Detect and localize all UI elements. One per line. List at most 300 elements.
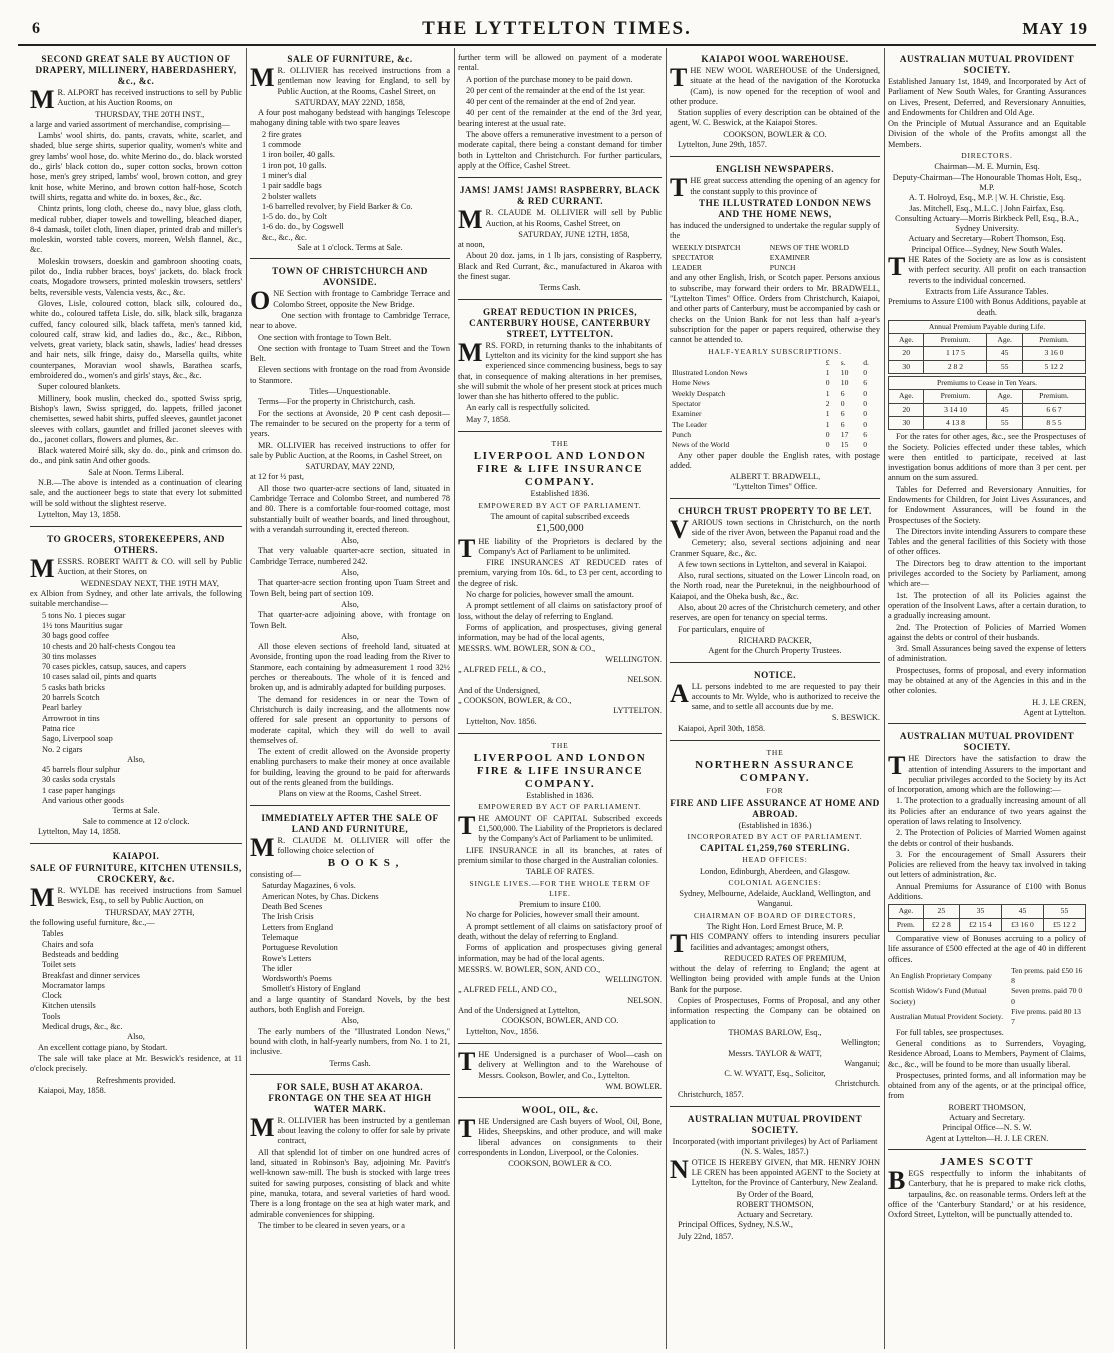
list-item: „ COOKSON, BOWLER, & CO., [458,695,572,705]
list-item: WELLINGTON. [605,975,662,985]
column-header: s. [840,357,846,367]
ad-heading: TO GROCERS, STOREKEEPERS, AND OTHERS. [47,534,225,556]
column-4 [670,50,880,1347]
director: Consulting Actuary—Morris Birkbeck Pell, Esq., B.A., Sydney University. [895,213,1079,234]
ad-lead: M R. CLAUDE M. OLLIVIER will offer the following choice selection of [250,832,450,862]
premium-table-ten-years [888,376,1086,430]
ad-text: About 20 doz. jams, in 1 lb jars, consisting of Raspberry, Black and Red Currant, &c., manufactured in Akaroa with the finest sugar. [458,251,662,282]
list-item: C. W. WYATT, Esq., Solicitor, [724,1069,826,1079]
ad-terms: Sale at 1 o'clock. Terms at Sale. [297,243,403,253]
ad-heading: TOWN OF CHRISTCHURCH AND AVONSIDE. [272,266,428,288]
table-row: Home News 0 10 6 [672,378,867,388]
list-item: American Notes, by Chas. Dickens [262,891,379,901]
ad-heading: LIVERPOOL AND LONDON FIRE & LIFE INSURANCE COMPANY. [473,450,647,489]
ad-subheading: FIRE AND LIFE ASSURANCE AT HOME AND ABROAD. [670,797,880,819]
ad-lead: ALL persons indebted to me are requested to pay their accounts to Mr. Wylde, who is authorized to receive the same, and to settle all accounts due by me. [670,678,880,712]
ad-lead: M R. ALPORT has received instructions to sell by Public Auction, at his Auction Rooms, on [30,85,242,114]
ad-lead: VARIOUS town sections in Christchurch, on the north side of the river Avon, between the Papanui road and the Cemetery; also, several sections adjoining and near Cranmer Square, &c., &c. [670,514,880,558]
list-item: COOKSON, BOWLER, AND CO. [501,1016,619,1026]
list-item: &c., &c., &c. [262,232,307,242]
list-item: Gloves, Lisle, coloured cotton, black silk, coloured do., white do., coloured taffeta Lisle, do. silk, black silk, braganza cuffed, fancy coloured silk, black taffeta, men's tanned kid, coloured calf, straw kid, and ladies do., &c., &c., Ribbon, velvets, great variety, black satin, shawls, ladies' head dresses and hair nets, silk fringe, daisy do., Marsella quilts, white counterpanes, Moravian wool shawls, Barathea scarfs, embroidered do., women's and girls' stays, &c., &c. [30,298,242,381]
ad-text: The sale will take place at Mr. Beswick's residence, at 11 o'clock precisely. [30,1053,242,1074]
ad-books [250,809,450,1075]
masthead [18,10,1096,46]
ad-text: has induced the undersigned to undertake the regular supply of the [670,220,880,241]
ad-text: 2nd. The Protection of Policies of Married Women against the debts or control of their husbands. [888,622,1086,642]
ad-james-scott [888,1153,1086,1226]
ad-text: A four post mahogany bedstead with hangings Telescope mahogany dining table with two spare leaves [250,108,450,128]
list-item: 1-6 barrelled revolver, by Field Barker & Co. [262,201,413,211]
table-row: 30 4 13 8 55 8 5 5 [889,416,1086,429]
ad-established: Established 1836. [530,489,590,499]
ad-english-newspapers [670,160,880,498]
list-item: 30 casks soda crystals [42,775,116,785]
ad-text: That quarter-acre adjoining above, with frontage on Town Belt. [250,610,450,630]
goods-list [30,929,242,1032]
list-item: 1 iron pot, 10 galls. [262,160,327,170]
list-item: 70 cases pickles, catsup, sauces, and capers [42,662,186,672]
ad-text: For the rates for other ages, &c., see the Prospectuses of the Society. Policies effected under these tables, which were then entitled to participate, received at last investigation bonus additions of more than 3 per cent. per annum on the sum assured. [888,432,1086,483]
ad-lead: NOTICE IS HEREBY GIVEN, that MR. HENRY JOHN LE CREN has been appointed AGENT to the Society at Lyttelton, for the Province of Canterbury, New Zealand. [670,1154,880,1188]
column-3 [458,50,662,1347]
ad-time: Sale to commence at 12 o'clock. [82,816,190,826]
ad-signature: Agent at Lyttelton. [1023,707,1086,717]
ad-amp-privileges [888,727,1086,1150]
director: A. T. Holroyd, Esq., M.P. | W. H. Christie, Esq. [908,193,1066,203]
list-item: Tools [42,1011,61,1021]
ad-text: consisting of— [250,870,301,880]
ad-heading: IMMEDIATELY AFTER THE SALE OF LAND AND FURNITURE, [261,812,439,834]
premium-table-annual [888,320,1086,374]
list-item: Sago, Liverpool soap [42,734,113,744]
table-row: Weekly Despatch 1 6 0 [672,388,867,398]
list-item: Lambs' wool shirts, do. pants, cravats, white, scarlet, and shaded, blue serge shirts, superior quality, women's white and grey lambs' wool hose, do. white Merino do., do. black worsted do., girls' black cotton do., super cotton socks, brown cotton hose, men's grey striped, lambs' wool, brown cotton, and grey knit hose, white Merino, and brown cotton half-hose, Scotch twill shirts, regatta and white do. in boxes, &c., &c. [30,131,242,202]
page-number: 6 [32,20,40,37]
ad-heading: AUSTRALIAN MUTUAL PROVIDENT SOCIETY. [899,731,1075,753]
list-item: 1½ tons Mauritius sugar [42,620,123,630]
ad-text: 2. The Protection of Policies of Married Women against the debts or control of their husbands. [888,828,1086,848]
ad-drapery-auction [30,50,242,527]
ad-date: THURSDAY, MAY 27TH, [105,907,195,917]
ad-text: The Directors beg to draw attention to the important privileges accorded to the Society by Parliament, among which are— [888,558,1086,589]
ad-text: MR. OLLIVIER has received instructions to offer for sale by Public Auction, at the Rooms, in Cashel Street, on [250,440,450,460]
ad-date: May 7, 1858. [466,414,511,424]
ad-text: Any other paper double the English rates, with postage added. [670,450,880,470]
list-item: And of the Undersigned, [458,685,541,695]
ad-lead: MRS. FORD, in returning thanks to the inhabitants of Lyttelton and its vicinity for the kind support she has experienced since commencing business, begs to say that, in consequence of making alterations in her premises, she will submit the whole of her present stock at prices much lower than she has hitherto offered to the public. [458,337,662,402]
ad-signature: COOKSON, BOWLER & CO. [723,129,827,139]
ad-text: Tables for Deferred and Reversionary Annuities, for Endowments for Children, for Joint Lives Assurances, and for Endowment Assurances, will be found in the Prospectuses of the Society. [888,484,1086,525]
ad-signature: "Lyttelton Times" Office. [732,482,818,492]
ad-lead: THE AMOUNT OF CAPITAL Subscribed exceeds £1,500,000. The Liability of the Proprietors is declared by the Company's Act of Parliament to be unlimited. [458,810,662,844]
list-item: Chintz prints, long cloth, cheese do., navy blue, glass cloth, medical rubber, diaper towels and towelling, bleached diaper, 8-4 damask, toilet cloth, linen diaper, printed drab and miller's moleskin, worsted table covers, moreen, Welsh flannel, &c., &c. [30,204,242,255]
list-item: Arrowroot in tins [42,713,100,723]
ad-text: Annual Premiums for Assurance of £100 with Bonus Additions. [888,881,1086,902]
ad-lead: THE Rates of the Society are as low as is consistent with perfect security. All profit on each transaction reverts to the individual concerned. [888,252,1086,285]
ad-signature: COOKSON, BOWLER & CO. [508,1159,612,1169]
list-item: The Irish Crisis [262,912,314,922]
ad-date: Lyttelton, Nov. 1856. [466,716,537,726]
ad-signature: Actuary and Secretary. [949,1113,1025,1123]
list-item: MESSRS. W. BOWLER, SON, AND CO., [458,964,601,974]
list-item: WELLINGTON. [605,654,662,664]
table-row: An English Proprietary Company Ten prems. paid £50 16 8 [890,965,1083,986]
ad-text: Principal Office—N. S. W. [942,1123,1032,1133]
list-item: THOMAS BARLOW, Esq., [728,1027,822,1037]
ad-subheading: CHAIRMAN OF BOARD OF DIRECTORS, [694,910,856,920]
ad-text: 1st. The protection of all its Policies against the operation of the Insolvent Laws, after a certain duration, to a gradually increasing amount. [888,590,1086,621]
list-item: 1 commode [262,140,301,150]
ad-heading: ENGLISH NEWSPAPERS. [715,164,835,175]
ad-grocers-auction [30,530,242,844]
list-item: SPECTATOR [672,252,714,262]
ad-lead: THE great success attending the opening of an agency for the constant supply to this province of [670,173,880,203]
ad-heading: JAMES SCOTT [940,1155,1034,1168]
table-header: Age. Premium. Age. Premium. [889,334,1086,347]
ad-time: at noon, [458,240,485,250]
list-item: NELSON. [627,995,662,1005]
list-item: Clock [42,991,62,1001]
ad-date: Kaiapoi, April 30th, 1858. [678,723,766,733]
ad-lead: MESSRS. ROBERT WAITT & CO. will sell by Public Auction, at their Stores, on [30,554,242,584]
column-rule [884,48,885,1349]
ad-akaroa-continued [458,50,662,178]
ad-heading: FOR SALE, BUSH AT AKAROA. FRONTAGE ON THE SEA AT HIGH WATER MARK. [268,1081,432,1114]
ad-text: A prompt settlement of all claims on satisfactory proof of loss, without the delay of referring to England. [458,601,662,621]
list-item: Wanganui; [844,1058,880,1068]
ad-text: Forms of application and prospectuses giving general information, may be had of the local agents. [458,943,662,963]
ad-signature: RICHARD PACKER, [738,635,812,645]
ad-text: By Order of the Board, [736,1189,814,1199]
ad-empowered: EMPOWERED BY ACT OF PARLIAMENT. [478,500,642,510]
ad-time: at 12 for ½ past, [250,472,304,482]
ad-text: The Right Hon. Lord Ernest Bruce, M. P. [706,922,844,931]
ad-subheading: TABLE OF RATES. [525,867,595,877]
list-item: „ ALFRED FELL, AND CO., [458,985,557,995]
ad-signature: WM. BOWLER. [605,1081,662,1091]
ad-also: Also, [127,1032,145,1042]
ad-text: The demand for residences in or near the Town of Christchurch is daily increasing, and the allotments now offered for sale present an opportunity to persons of moderate capital, which they will do well to avail themselves of. [250,694,450,745]
ad-the: THE [551,439,569,449]
ad-lead: THE Undersigned are Cash buyers of Wool, Oil, Bone, Hides, Sheepskins, and other produce, and will make liberal advances on consignments to their correspondents in London, Liverpool, or the Colonies. [458,1114,662,1158]
ad-text: Prospectuses, forms of proposal, and every information may be obtained at any of the Agencies in this and in the other colonies. [888,665,1086,696]
ad-text: and any other English, Irish, or Scotch paper. Persons anxious to subscribe, may forward their orders to Mr. BRADWELL, "Lyttelton Times" Office. Orders from Christchurch, Kaiapoi, and other parts of Canterbury, must be accompanied by cash or checks on the Union Bank for not less than half a-year's subscription for the paper or papers required, otherwise they cannot be attended to. [670,273,880,345]
ad-signature: ROBERT THOMSON, [948,1102,1026,1112]
ad-text: N.B.—The above is intended as a continuation of clearing sale, and the auctioneer begs to state that every lot submitted will be sold without the slightest reserve. [30,477,242,508]
ad-subheading: B O O K S , [327,857,400,870]
ad-text: One section with frontage to Tuam Street and the Town Belt. [250,343,450,364]
ad-heading: AUSTRALIAN MUTUAL PROVIDENT SOCIETY. [687,1114,863,1136]
list-item: EXAMINER [769,252,810,262]
list-item: 1 pair saddle bags [262,181,322,191]
book-list [250,881,450,994]
ad-established: Established in 1836. [526,791,594,801]
ad-text: No charge for policies, however small the amount. [466,589,634,599]
list-item: 2 fire grates [262,129,302,139]
ad-heading: SECOND GREAT SALE BY AUCTION OF DRAPERY, MILLINERY, HABERDASHERY, &c., &c. [35,54,237,86]
ad-text: 1. The protection to a gradually increasing amount of all its Policies after an endurance of two years against the operation of laws relating to Insolvency. [888,796,1086,826]
ad-lead: THE liability of the Proprietors is declared by the Company's Act of Parliament to be unlimited. [458,533,662,563]
ad-text: the following useful furniture, &c.,— [30,918,155,928]
ad-text: Prospectuses, printed forms, and all information may be obtained from any of the agents, or at the principal office, from [888,1070,1086,1101]
column-header: £ [825,357,830,367]
ad-heading: NORTHERN ASSURANCE COMPANY. [695,759,855,785]
column-header: d. [863,357,869,367]
ad-text: Copies of Prospectuses, Forms of Proposal, and any other information respecting the Company can be obtained on application to [670,996,880,1026]
list-item: 30 bags good coffee [42,631,109,641]
list-item: LEADER [672,263,702,273]
ad-text: All that splendid lot of timber on one hundred acres of land, situated in Robinson's Bay, adjoining Mr. Pavitt's well-known saw-mill. The bush is stocked with large trees suited for sawing purposes, consisting of black and white pine, manuka, totara, and several varieties of hard wood. There is a long frontage on the sea at high water mark, and admirable conveniences for shipping. [250,1147,450,1219]
goods-list [30,131,242,467]
list-item: 1 miner's dial [262,170,307,180]
ad-also: Also, [341,599,359,609]
ad-date: WEDNESDAY NEXT, THE 19TH MAY, [80,578,219,588]
ad-also: Also, [341,1016,359,1026]
issue-date: MAY 19 [1022,19,1088,38]
ad-text: One section with frontage to Cambridge Terrace, near to above. [250,310,450,331]
ad-lead: THE Directors have the satisfaction to draw the attention of intending Assurers to the important and peculiar privileges accorded to the Society by its Act of Incorporation, among which are the following:— [888,751,1086,795]
ad-liverpool-life [458,737,662,1044]
ad-subheading: REDUCED RATES OF PREMIUM, [724,953,847,963]
ad-text: The amount of capital subscribed exceeds [490,511,630,521]
ad-text: Eleven sections with frontage on the road from Avonside to Stanmore. [250,365,450,385]
ad-terms: Terms at Sale. [112,806,160,816]
ad-for: FOR [766,786,784,796]
ad-amp-society [888,50,1086,724]
list-item: Christchurch. [835,1079,880,1089]
ad-text: The extent of credit allowed on the Avonside property enabling purchasers to make their money at once available for building, leaving the ground to be paid for afterwards out of the rents gleaned from the buildings. [250,747,450,787]
ad-text: All those two quarter-acre sections of land, situated in Cambridge Terrace and Colombo Street, and numbered 78 and 80. There is a comfortable four-roomed cottage, most substantially built of weather boards, and lined throughout, with a verandah surrounding it, erected thereon. [250,483,450,534]
list-item: Wellington; [841,1038,880,1048]
ad-also: Also, [341,568,359,578]
list-item: WEEKLY DISPATCH [672,242,741,252]
list-item: Letters from England [262,922,333,932]
list-item: And of the Undersigned at Lyttelton, [458,1006,581,1016]
ad-kaiapoi-wool [670,50,880,157]
table-row: Examiner 1 6 0 [672,409,867,419]
ad-text: Premium to insure £100. [518,900,602,910]
ad-jams [458,181,662,299]
ad-text: That quarter-acre section fronting upon Tuam Street and Town Belt, being part of section 109. [250,578,450,598]
ad-text: Extracts from Life Assurance Tables. [925,286,1049,296]
table-row: Punch 0 17 6 [672,429,867,439]
table-row: Prem. £2 2 8 £2 15 4 £3 16 0 £5 12 2 [889,918,1086,931]
ad-lead: THE Undersigned is a purchaser of Wool—cash on delivery at Wellington and to the Warehouse of Messrs. Cookson, Bowler, and Co., Lyttelton. [458,1046,662,1080]
ad-text: Refreshments provided. [96,1075,176,1085]
ad-text: ex Albion from Sydney, and other late arrivals, the following suitable merchandise— [30,589,242,609]
list-item: Moleskin trowsers, doeskin and gambroon shooting coats, pilot do., India rubber braces, boys' jackets, do. black frock coats, Mogadore trowsers, printed moleskin trowsers, settlers' belts, reversible vests, Valencia vests, &c., &c. [30,256,242,297]
list-item: Tables [42,929,64,939]
table-caption: Premiums to Cease in Ten Years. [889,377,1086,390]
ad-lead: THE NEW WOOL WAREHOUSE of the Undersigned, situate at the head of the navigation of the Korotucka (Cam), is now opened for the reception of wool and other produce. [670,63,880,106]
ad-the: THE [551,740,569,750]
ad-text: Agent at Lyttelton—H. J. LE CREN. [925,1133,1049,1143]
ad-date: Christchurch, 1857. [678,1089,744,1099]
ad-text: The timber to be cleared in seven years, or a [258,1220,405,1230]
ad-date: Kaiapoi, May, 1858. [38,1085,106,1095]
ad-text: Established January 1st, 1849, and Incorporated by Act of Parliament of New South Wales, for Granting Assurances on Lives, Present, Deferred, and Reversionary Annuities, and Endowments for Children and Old Age. [888,77,1086,117]
ad-subheading: COLONIAL AGENCIES: [728,877,822,887]
ad-signature: ROBERT THOMSON, [736,1199,814,1209]
ad-christchurch-land [250,262,450,805]
list-item: 10 chests and 20 half-chests Congou tea [42,641,176,651]
list-item: Rowe's Letters [262,953,312,963]
ad-northern-assurance [670,744,880,1107]
ad-subheading: DIRECTORS. [961,151,1013,161]
ad-lead: M R. OLLIVIER has received instructions from a gentleman now leaving for England, to sell by Public Auction, at the Rooms, Cashel Street, on [250,63,450,96]
ad-text: Terms—For the property in Christchurch, cash. [258,397,416,407]
list-item: Death Bed Scenes [262,902,323,912]
list-item: 1 iron boiler, 40 galls. [262,150,335,160]
ad-lead: M R. OLLIVIER has been instructed by a gentleman about leaving the colony to offer for sale by private contract, [250,1112,450,1146]
list-item: 5 casks bath bricks [42,682,105,692]
director: Jas. Mitchell, Esq., M.L.C. | John Fairfax, Esq. [909,203,1065,213]
ad-text: Also, about 20 acres of the Christchurch cemetery, and other reserves, are open for tenancy on special terms. [670,603,880,623]
ad-text: 20 per cent of the remainder at the end of the 1st year. [466,85,646,95]
ad-text: without the delay of referring to England; the agent at Wellington being provided with ample funds at the Union Bank for the purpose. [670,964,880,994]
ad-text: For particulars, enquire of [678,624,765,634]
ad-text: A few town sections in Lyttelton, and several in Kaiapoi. [678,559,867,569]
list-item: Saturday Magazines, 6 vols. [262,881,356,891]
ad-date: July 22nd, 1857. [678,1231,734,1241]
ad-amp-agent-notice [670,1110,880,1248]
goods-list [30,611,242,755]
ad-bush-akaroa [250,1078,450,1237]
ad-text: General conditions as to Surrenders, Voyaging, Residence Abroad, Loans to Members, Payment of Claims, &c., &c., will be found to be more than usually liberal. [888,1038,1086,1069]
list-item: 1-5 do. do., by Colt [262,212,327,222]
ad-text: For the sections at Avonside, 20 ₱ cent cash deposit—The remainder to be secured on the property for a term of years. [250,408,450,439]
list-item: No. 2 cigars [42,744,83,754]
list-item: „ ALFRED FELL, & CO., [458,665,546,675]
list-item: Telemaque [262,932,299,942]
agent-list [458,965,662,1027]
ad-date: THURSDAY, THE 20TH INST., [95,109,205,119]
ad-text: A prompt settlement of all claims on satisfactory proof of death, without the delay of referring to England. [458,921,662,941]
ad-text: Plans on view at the Rooms, Cashel Street. [278,789,422,799]
list-item: Smollett's History of England [262,984,361,994]
ad-lead: BEGS respectfully to inform the inhabitants of Canterbury, that he is prepared to make rick cloths, tarpaulins, &c. on reasonable terms. Orders left at the office of the 'Canterbury Standard,' or at his residence, Oxford Street, Lyttelton, will be punctually attended to. [888,1165,1086,1220]
list-item: NELSON. [627,675,662,685]
ad-subheading: THE ILLUSTRATED LONDON NEWS AND THE HOME NEWS, [698,197,872,219]
table-row: Scottish Widow's Fund (Mutual Society) Seven prems. paid 70 0 0 [890,986,1083,1006]
ad-text: Comparative view of Bonuses accruing to a policy of life assurance of £500 effected at the age of 40 in different offices. [888,933,1086,964]
director: Deputy-Chairman—The Honourable Thomas Holt, Esq., M.P. [892,172,1082,192]
list-item: 10 cases salad oil, pints and quarts [42,672,157,682]
column-1 [30,50,242,1347]
table-row: The Leader 1 6 0 [672,419,867,429]
ad-sale-furniture [250,50,450,259]
ad-signature: ALBERT T. BRADWELL, [729,472,821,482]
ad-text: Premiums to Assure £100 with Bonus Additions, payable at death. [888,297,1086,317]
premium-table-ages [888,904,1086,932]
ad-subheading: SINGLE LIVES.—FOR THE WHOLE TERM OF LIFE. [469,878,651,898]
list-item: Breakfast and dinner services [42,970,140,980]
agent-list [670,1028,880,1090]
ad-text: FIRE INSURANCES AT REDUCED rates of premium, varying from 10s. 6d., to £3 per cent, according to the degree of risk. [458,558,662,588]
list-item: PUNCH [769,263,796,273]
bonus-comparison [888,966,1086,1028]
column-5 [888,50,1086,1347]
ad-text: 40 per cent of the remainder at the end of the 3rd year, bearing interest at the usual rate. [458,108,662,128]
ad-heading: LIVERPOOL AND LONDON FIRE & LIFE INSURANCE COMPANY. [473,752,647,791]
list-item: 5 tons No. 1 pieces sugar [42,610,126,620]
table-header: Age. Premium. Age. Premium. [889,390,1086,403]
ad-terms: Terms Cash. [539,283,581,293]
subscription-table [670,358,880,451]
ad-text: 3. For the encouragement of Small Assurers their Policies are relieved from the heavy tax involved in taking out letters of administration, &c. [888,849,1086,880]
ad-text: A portion of the purchase money to be paid down. [466,74,633,84]
ad-text: 40 per cent of the remainder at the end of 2nd year. [466,97,636,107]
ad-heading: GREAT REDUCTION IN PRICES, CANTERBURY HOUSE, CANTERBURY STREET, LYTTELTON. [469,306,651,339]
ad-text: One section with frontage to Town Belt. [258,332,392,342]
ad-heading: KAIAPOI WOOL WAREHOUSE. [701,54,849,64]
ad-also: Also, [127,754,145,764]
list-item: Pearl barley [42,703,82,713]
ad-established: (Established in 1836.) [738,820,812,830]
list-item: 1 case paper hangings [42,785,116,795]
list-item: LYTTELTON. [613,706,662,716]
ad-heading: AUSTRALIAN MUTUAL PROVIDENT SOCIETY. [899,54,1075,75]
ad-wool-oil [458,1101,662,1174]
table-row: 20 3 14 10 45 6 6 7 [889,403,1086,416]
ad-also: Also, [341,631,359,641]
table-header: Age. 25 35 45 55 [889,905,1086,918]
ad-text: No charge for Policies, however small their amount. [466,910,640,920]
ad-text: An early call is respectfully solicited. [466,403,590,413]
ad-signature: Agent for the Church Property Trustees. [708,646,842,656]
goods-list [250,130,450,243]
ad-subheading: HALF-YEARLY SUBSCRIPTIONS. [708,346,842,356]
list-item: Black watered Moiré silk, sky do. do., pink and crimson do. do., and pink satin And other goods. [30,446,242,466]
ad-text: Sydney, Melbourne, Adelaide, Auckland, Wellington, and Wanganui. [679,889,871,909]
ad-text: The above offers a remunerative investment to a person of moderate capital, there being a constant demand for timber both in Lyttelton and Christchurch. For further particulars, apply at the Office, Cashel Street. [458,130,662,170]
ad-text: and a large quantity of Standard Novels, by the best authors, both English and Foreign. [250,994,450,1015]
list-item: 1-6 do. do., by Cogswell [262,222,344,232]
ad-canterbury-house [458,303,662,432]
list-item: Patna rice [42,723,75,733]
ad-text: An excellent cottage piano, by Stodart. [38,1042,168,1052]
ad-date: Lyttelton, June 29th, 1857. [678,140,767,150]
ad-lead: ONE Section with frontage to Cambridge Terrace and Colombo Street, opposite the New Bridge. [250,286,450,316]
ad-text: Also, rural sections, situated on the Lower Lincoln road, on the North road, near the Pureteknui, in the neighbourhood of Kaiapoi, and the Oheka bush, &c., &c. [670,571,880,601]
list-item: Messrs. TAYLOR & WATT, [728,1048,822,1058]
ad-text: a large and varied assortment of merchandise, comprising— [30,119,230,129]
ad-subheading: HEAD OFFICES: [742,855,808,865]
ad-text: further term will be allowed on payment of a moderate rental. [458,53,662,73]
table-row: Illustrated London News 1 10 0 [672,368,867,378]
goods-list [30,765,242,806]
list-item: And various other goods [42,796,124,805]
list-item: MESSRS. WM. BOWLER, SON & CO., [458,644,596,654]
ad-heading: NOTICE. [753,669,797,680]
list-item: Medical drugs, &c., &c. [42,1022,123,1032]
ad-date: SATURDAY, MAY 22ND, [305,462,395,472]
ad-signature: H. J. LE CREN, [1032,697,1086,707]
table-header [670,358,880,368]
table-row: Spectator 2 0 0 [672,399,867,409]
ad-text: For full tables, see prospectuses. [896,1027,1004,1037]
ad-signature: Actuary and Secretary. [737,1210,813,1220]
director: Actuary and Secretary—Robert Thomson, Esq. [908,234,1066,244]
list-item: NEWS OF THE WORLD [769,242,849,252]
ad-terms: Terms Cash. [329,1058,371,1068]
list-item: Kitchen utensils [42,1001,96,1011]
list-item: Bedsteads and bedding [42,949,119,959]
newspaper-title: THE LYTTELTON TIMES. [422,18,692,39]
list-item: 45 barrels flour sulphur [42,765,121,775]
list-item: Portuguese Revolution [262,943,338,953]
ad-empowered: EMPOWERED BY ACT OF PARLIAMENT. [478,802,642,812]
